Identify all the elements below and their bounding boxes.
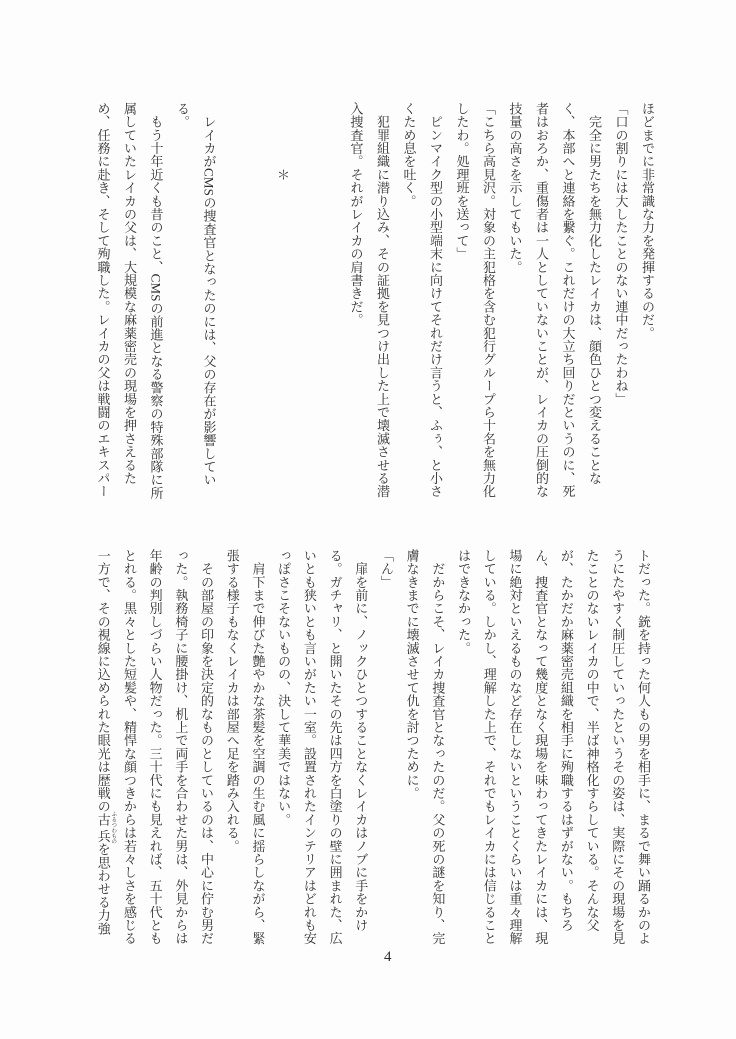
text-line: く、本部へと連絡を繋ぐ。これだけの大立ち回りだというのに、死	[560, 102, 576, 498]
text-line: 扉を前に、ノックひとつすることなくレイカはノブに手をかけ	[353, 549, 369, 932]
text-line: 「口の割りには大したことのない連中だったわね」	[613, 102, 629, 406]
text-line: その部屋の印象を決定的なものとしているのは、中心に佇む男だ	[199, 549, 215, 945]
text-line: くため息を吐く。	[401, 102, 417, 208]
text-line: ほどまでに非常識な力を発揮するのだ。	[640, 102, 655, 340]
text-line: ピンマイク型の小型端末に向けてそれだけ言うと、ふぅ、と小さ	[428, 102, 443, 498]
text-line: したわ。処理班を送って」	[454, 102, 470, 261]
text-line: レイカがCMSの捜査官となったのには、父の存在が影響してい	[201, 102, 217, 487]
text-line: うにたやすく制圧していったというその姿は、実際にその現場を見	[610, 549, 626, 945]
text-line: 肩下まで伸びた艶やかな茶髪を空調の生む風に揺らしながら、緊	[250, 549, 266, 945]
text-line: っぽさこそないものの、決して華美ではない。	[276, 549, 292, 827]
text-line: 入捜査官。それがレイカの肩書きだ。	[348, 102, 364, 327]
text-line: 一方で、その視線に込められた眼光は歴戦の古兵 ふるつわものを思わせる力強	[95, 549, 117, 936]
text-line: 属していたレイカの父は、大規模な麻薬密売の現場を押さえるた	[122, 102, 137, 485]
text-line: 者はおろか、重傷者は一人としていないことが、レイカの圧倒的な	[534, 102, 549, 498]
text-line: が、たかだか麻薬密売組織を相手に殉職するはずがない。もちろ	[558, 549, 574, 932]
text-line: トだった。銃を持った何人もの男を相手に、まるで舞い踊るかのよ	[636, 549, 651, 945]
text-line: だからこそ、レイカ捜査官となったのだ。父の死の謎を知り、完	[430, 549, 446, 945]
text-line: る。ガチャリ、と開いたその先は四方を白塗りの壁に囲まれた、広	[327, 549, 343, 945]
lower-text-block	[90, 549, 656, 947]
text-line: 場に絶対といえるものなど存在しないということくらいは重々理解	[507, 549, 523, 945]
text-line: 年齢の判別しづらい人物だった。三十代にも見えれば、五十代とも	[147, 549, 163, 945]
text-line: はできなかった。	[456, 549, 472, 655]
text-line: たことのないレイカの中で、半ば神格化すらしている。そんな父	[584, 549, 600, 932]
page-number: 4	[384, 949, 392, 965]
text-line: 技量の高さを示してもいた。	[507, 102, 523, 274]
text-line: ＊	[275, 102, 290, 182]
text-line: 張する様子もなくレイカは部屋へ足を踏み入れる。	[224, 549, 240, 853]
text-line: 「ん」	[378, 549, 394, 589]
text-line: 犯罪組織に潜り込み、その証拠を見つけ出した上で壊滅させる潜	[375, 102, 390, 498]
upper-text-block	[89, 102, 660, 500]
text-line: している。しかし、理解した上で、それでもレイカには信じること	[481, 549, 497, 945]
text-line: いとも狭いとも言いがたい一室。設置されたインテリアはどれも安	[301, 549, 317, 945]
text-line: った。執務椅子に腰掛け、机上で両手を合わせた男は、外見からは	[173, 549, 189, 945]
text-line: る。	[175, 102, 190, 129]
text-line: 完全に男たちを無力化したレイカは、顔色ひとつ変えることな	[587, 102, 602, 485]
text-line: 「こちら高見沢。対象の主犯格を含む犯行グループら十名を無力化	[481, 102, 496, 498]
text-line: 膚なきまでに壊滅させて仇を討つために。	[404, 549, 420, 800]
text-line: もう十年近くも昔のこと、CMSの前進となる警察の特殊部隊に所	[148, 102, 164, 500]
text-line: とれる。黒々とした短髪や、精悍な顔つきからは若々しさを感じる	[121, 549, 137, 945]
text-line: ん、捜査官となって幾度となく現場を味わってきたレイカには、現	[533, 549, 549, 945]
text-line: め、任務に赴き、そして殉職した。レイカの父は戦闘のエキスパー	[95, 102, 111, 498]
